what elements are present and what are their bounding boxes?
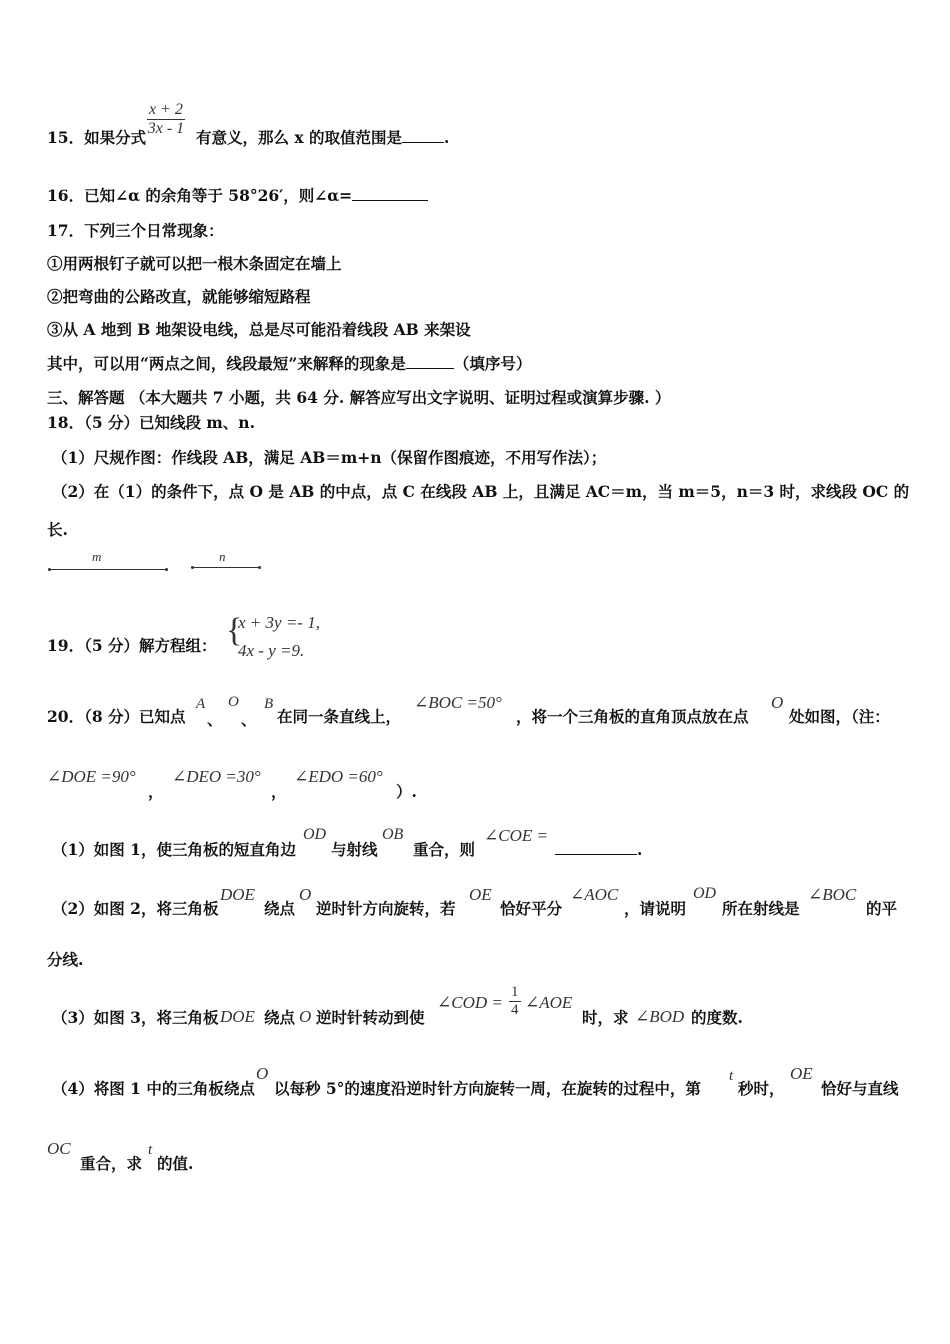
q17-item-2: ②把弯曲的公路改直，就能够缩短路程 <box>47 287 311 306</box>
q15-end: . <box>444 128 450 147</box>
q20-p4-text-b: 以每秒 5°的速度沿逆时针方向旋转一周，在旋转的过程中，第 <box>274 1079 701 1098</box>
segment-n-label: n <box>219 549 226 564</box>
q20-p4-text-d: 恰好与直线 <box>821 1079 899 1098</box>
q20-p4-t: t <box>729 1068 734 1084</box>
q19-equation-2: 4x - y =9. <box>238 641 305 660</box>
segment-m <box>50 569 167 570</box>
q20-p2-od: OD <box>693 885 717 902</box>
q20-line-text: 在同一条直线上， <box>277 707 402 726</box>
q17-question-prefix: 其中，可以用“两点之间，线段最短”来解释的现象是 <box>47 354 406 373</box>
q18-part-1: （1）尺规作图：作线段 AB，满足 AB＝m+n（保留作图痕迹，不用写作法）； <box>52 448 607 467</box>
q20-p2-text-h: 分线. <box>47 950 84 969</box>
q20-p1-coe: ∠COE = <box>484 826 548 845</box>
q19-equation-1: x + 3y =- 1, <box>238 613 320 632</box>
q20-p3-numerator: 1 <box>511 984 519 1000</box>
q19-system-brace: { <box>226 612 243 649</box>
section-3-heading: 三、解答题 （本大题共 7 小题，共 64 分. 解答应写出文字说明、证明过程或演算步骤. ） <box>47 388 671 407</box>
q20-angle-edo: ∠EDO =60° <box>294 767 383 786</box>
q16-number: 16． <box>47 186 85 205</box>
q16-answer-blank[interactable] <box>352 186 428 201</box>
q20-header: 20．（8 分）已知点 <box>47 707 186 726</box>
q20-point-A: A <box>196 696 206 712</box>
segment-n <box>193 567 260 568</box>
q15-numerator: x + 2 <box>149 101 183 118</box>
segment-m-label: m <box>92 549 102 564</box>
q20-p3-fraction <box>509 984 521 1019</box>
q18-part-2: （2）在（1）的条件下，点 O 是 AB 的中点，点 C 在线段 AB 上，且满足 AC＝m，当 m＝5，n＝3 时，求线段 OC 的 <box>52 482 910 501</box>
q20-p3-aoe: ∠AOE <box>525 993 573 1012</box>
q20-p2-text-f: 所在射线是 <box>722 899 800 918</box>
q17-number: 17． <box>47 221 85 240</box>
q20-p3-bod: ∠BOD <box>635 1007 685 1026</box>
q20-p2-text-b: 绕点 <box>264 899 296 918</box>
q20-p2-text-d: 恰好平分 <box>500 899 563 918</box>
q20-close: ）. <box>396 782 417 801</box>
q20-p2-doe: DOE <box>220 885 255 904</box>
q20-p2-text-e: ，请说明 <box>624 899 687 918</box>
q20-p4-text-f: 的值. <box>157 1154 194 1173</box>
q20-p4-oc: OC <box>47 1139 71 1158</box>
q17-item-3: ③从 A 地到 B 地架设电线，总是尽可能沿着线段 AB 来架设 <box>47 320 471 339</box>
q20-comma-1: ， <box>148 782 164 801</box>
q20-p2-text-a: （2）如图 2，将三角板 <box>52 899 219 918</box>
q20-p4-o: O <box>256 1064 269 1083</box>
q20-p1-answer <box>555 840 642 860</box>
q20-p3-o: O <box>299 1007 312 1026</box>
q15-prefix: 如果分式 <box>84 128 147 147</box>
q20-p2-o: O <box>299 885 312 904</box>
q20-p2-text-g: 的平 <box>866 899 898 918</box>
segment-n-end-point <box>258 566 261 569</box>
q17-question-suffix: （填序号） <box>453 354 532 373</box>
q20-angle-boc: ∠BOC =50° <box>414 693 502 712</box>
q20-angle-doe: ∠DOE =90° <box>47 767 136 786</box>
q15-suffix: 有意义，那么 x 的取值范围是 <box>196 128 403 147</box>
q15-denominator: 3x - 1 <box>147 120 185 137</box>
q20-comma-2: ， <box>271 782 287 801</box>
segment-n-start-point <box>191 566 194 569</box>
q20-p1-text-c: 重合，则 <box>413 840 476 859</box>
q20-point-O: O <box>228 694 239 710</box>
q18-part-2-cont: 长. <box>47 520 68 539</box>
q20-p1-text-b: 与射线 <box>331 840 378 859</box>
q20-p3-cod: ∠COD = <box>437 993 503 1012</box>
q20-p1-od: OD <box>303 826 327 843</box>
q20-p1-end: . <box>637 840 643 859</box>
q20-p4-text-e: 重合，求 <box>80 1154 143 1173</box>
segment-m-end-point <box>165 568 168 571</box>
q16-text: 已知∠α 的余角等于 58°26′，则∠α= <box>84 186 353 205</box>
q20-p4-t2: t <box>148 1142 153 1158</box>
q20-dun-2: 、 <box>241 710 257 729</box>
q20-dun-1: 、 <box>207 710 223 729</box>
q20-p2-boc: ∠BOC <box>808 885 857 904</box>
segment-m-start-point <box>48 568 51 571</box>
q20-p2-oe: OE <box>469 885 492 904</box>
q20-p2-aoc: ∠AOC <box>570 885 619 904</box>
q20-p3-denominator: 4 <box>511 1002 519 1018</box>
q20-p3-text-d: 时，求 <box>582 1008 629 1027</box>
q15-answer-blank[interactable] <box>402 128 444 143</box>
q20-text-2: ，将一个三角板的直角顶点放在点 <box>516 707 749 726</box>
q15-number: 15． <box>47 128 85 147</box>
q16-line <box>47 186 428 206</box>
q15-line-rest <box>196 128 449 148</box>
q17-text: 下列三个日常现象： <box>84 221 224 240</box>
q20-text-3: 处如图，（注： <box>789 707 890 726</box>
q20-point-B: B <box>264 696 274 712</box>
q20-p4-text-a: （4）将图 1 中的三角板绕点 <box>52 1079 255 1098</box>
q20-point-O2: O <box>771 693 784 712</box>
q20-p3-text-e: 的度数. <box>691 1008 743 1027</box>
q18-header: 18．（5 分）已知线段 m、n. <box>47 413 255 432</box>
q20-p4-oe: OE <box>790 1064 813 1083</box>
q20-p3-text-b: 绕点 <box>264 1008 296 1027</box>
q20-p1-answer-blank[interactable] <box>555 840 637 855</box>
q19-header: 19．（5 分）解方程组： <box>47 636 217 655</box>
q20-p3-text-c: 逆时针转动到使 <box>316 1008 425 1027</box>
q15-line <box>47 128 146 148</box>
q20-p4-text-c: 秒时， <box>738 1079 785 1098</box>
q20-p3-doe: DOE <box>220 1007 255 1026</box>
q17-line <box>47 221 224 241</box>
q20-p2-text-c: 逆时针方向旋转，若 <box>316 899 456 918</box>
q17-answer-blank[interactable] <box>406 354 454 369</box>
q17-item-1: ①用两根钉子就可以把一根木条固定在墙上 <box>47 254 342 273</box>
q20-angle-deo: ∠DEO =30° <box>172 767 261 786</box>
q20-p1-ob: OB <box>382 826 404 843</box>
q17-question <box>47 354 531 374</box>
q20-p3-text-a: （3）如图 3，将三角板 <box>52 1008 219 1027</box>
q15-fraction <box>147 101 185 138</box>
q20-p1-text-a: （1）如图 1，使三角板的短直角边 <box>52 840 296 859</box>
